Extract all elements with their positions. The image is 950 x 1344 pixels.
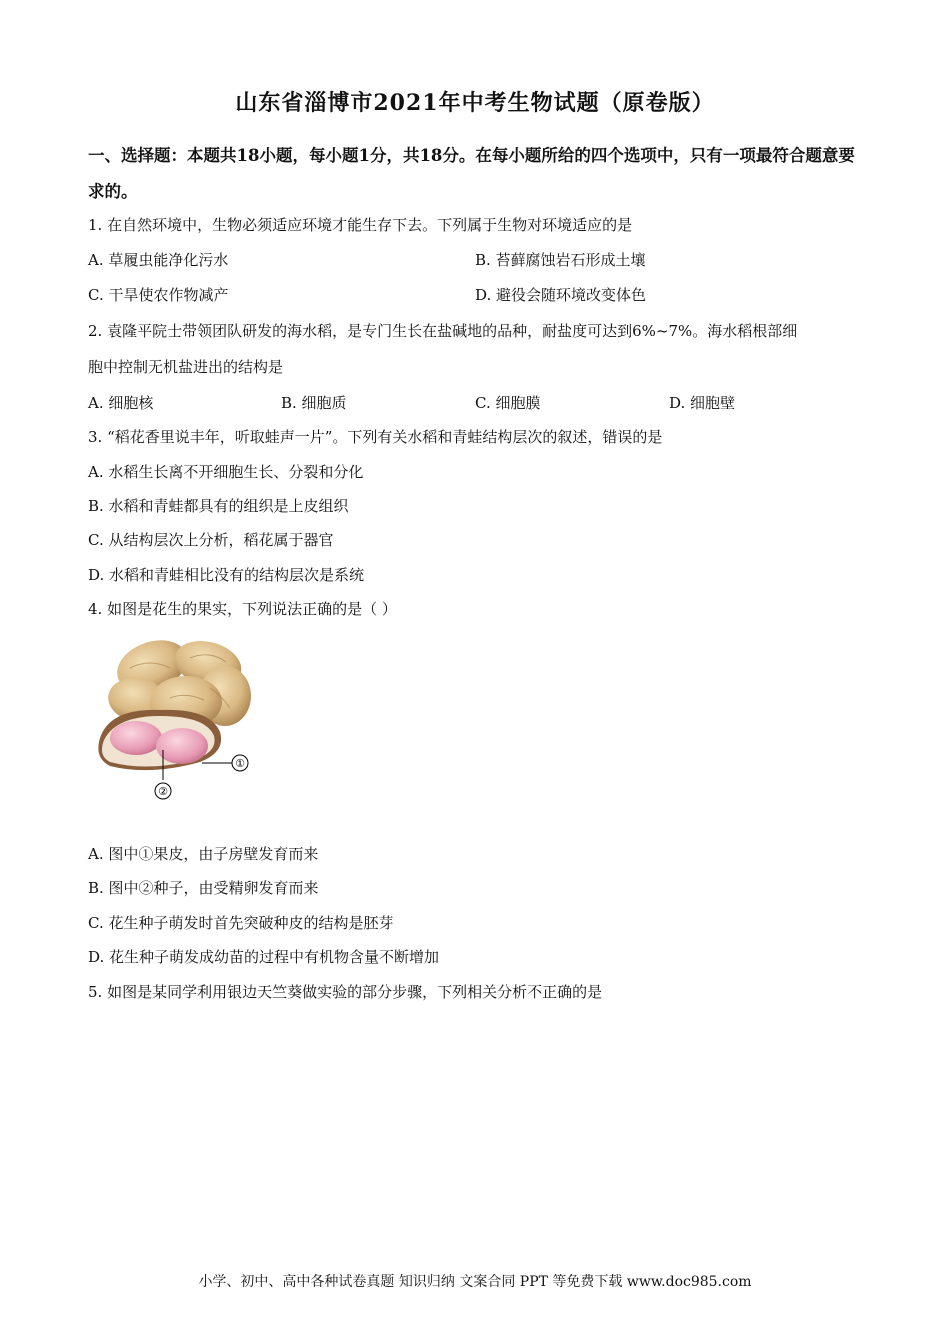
question-2-stem-line-1: 2. 袁隆平院士带领团队研发的海水稻，是专门生长在盐碱地的品种，耐盐度可达到6%~7%。海水稻根部细 — [88, 322, 798, 340]
question-2-option-a: A. 细胞核 — [88, 394, 154, 412]
question-4-option-c: C. 花生种子萌发时首先突破种皮的结构是胚芽 — [88, 914, 394, 932]
question-4-option-b: B. 图中②种子，由受精卵发育而来 — [88, 879, 319, 897]
peanut-illustration — [90, 628, 270, 808]
question-4-option-d: D. 花生种子萌发成幼苗的过程中有机物含量不断增加 — [88, 948, 440, 966]
question-3-option-c: C. 从结构层次上分析，稻花属于器官 — [88, 531, 334, 549]
question-3-option-b: B. 水稻和青蛙都具有的组织是上皮组织 — [88, 497, 349, 515]
question-2-option-b: B. 细胞质 — [281, 394, 347, 412]
figure-label-2: ② — [158, 785, 168, 798]
question-1-stem: 1. 在自然环境中，生物必须适应环境才能生存下去。下列属于生物对环境适应的是 — [88, 216, 633, 234]
question-1-option-d: D. 避役会随环境改变体色 — [475, 286, 647, 304]
section-heading: 一、选择题：本题共18小题，每小题1分，共18分。在每小题所给的四个选项中，只有一项最符合题意要求的。 — [88, 146, 855, 201]
question-4-option-a: A. 图中①果皮，由子房壁发育而来 — [88, 845, 319, 863]
page-title: 山东省淄博市2021年中考生物试题（原卷版） — [235, 90, 715, 116]
question-3-option-a: A. 水稻生长离不开细胞生长、分裂和分化 — [88, 463, 364, 481]
peanut-seed — [156, 728, 208, 764]
question-2-option-c: C. 细胞膜 — [475, 394, 541, 412]
question-1-option-a: A. 草履虫能净化污水 — [88, 251, 229, 269]
figure-label-1: ① — [235, 757, 245, 770]
question-1-option-c: C. 干旱使农作物减产 — [88, 286, 229, 304]
page-footer: 小学、初中、高中各种试卷真题 知识归纳 文案合同 PPT 等免费下载 www.doc985.com — [198, 1274, 752, 1290]
question-4-stem: 4. 如图是花生的果实，下列说法正确的是（ ） — [88, 600, 397, 618]
question-2-stem-line-2: 胞中控制无机盐进出的结构是 — [88, 358, 284, 376]
question-3-stem: 3. “稻花香里说丰年，听取蛙声一片”。下列有关水稻和青蛙结构层次的叙述，错误的是 — [88, 428, 663, 446]
peanut-figure — [90, 628, 270, 808]
question-1-option-b: B. 苔藓腐蚀岩石形成土壤 — [475, 251, 646, 269]
question-2-option-d: D. 细胞壁 — [669, 394, 736, 412]
peanut-seed — [110, 721, 162, 755]
question-3-option-d: D. 水稻和青蛙相比没有的结构层次是系统 — [88, 566, 365, 584]
question-5-stem: 5. 如图是某同学利用银边天竺葵做实验的部分步骤，下列相关分析不正确的是 — [88, 983, 603, 1001]
